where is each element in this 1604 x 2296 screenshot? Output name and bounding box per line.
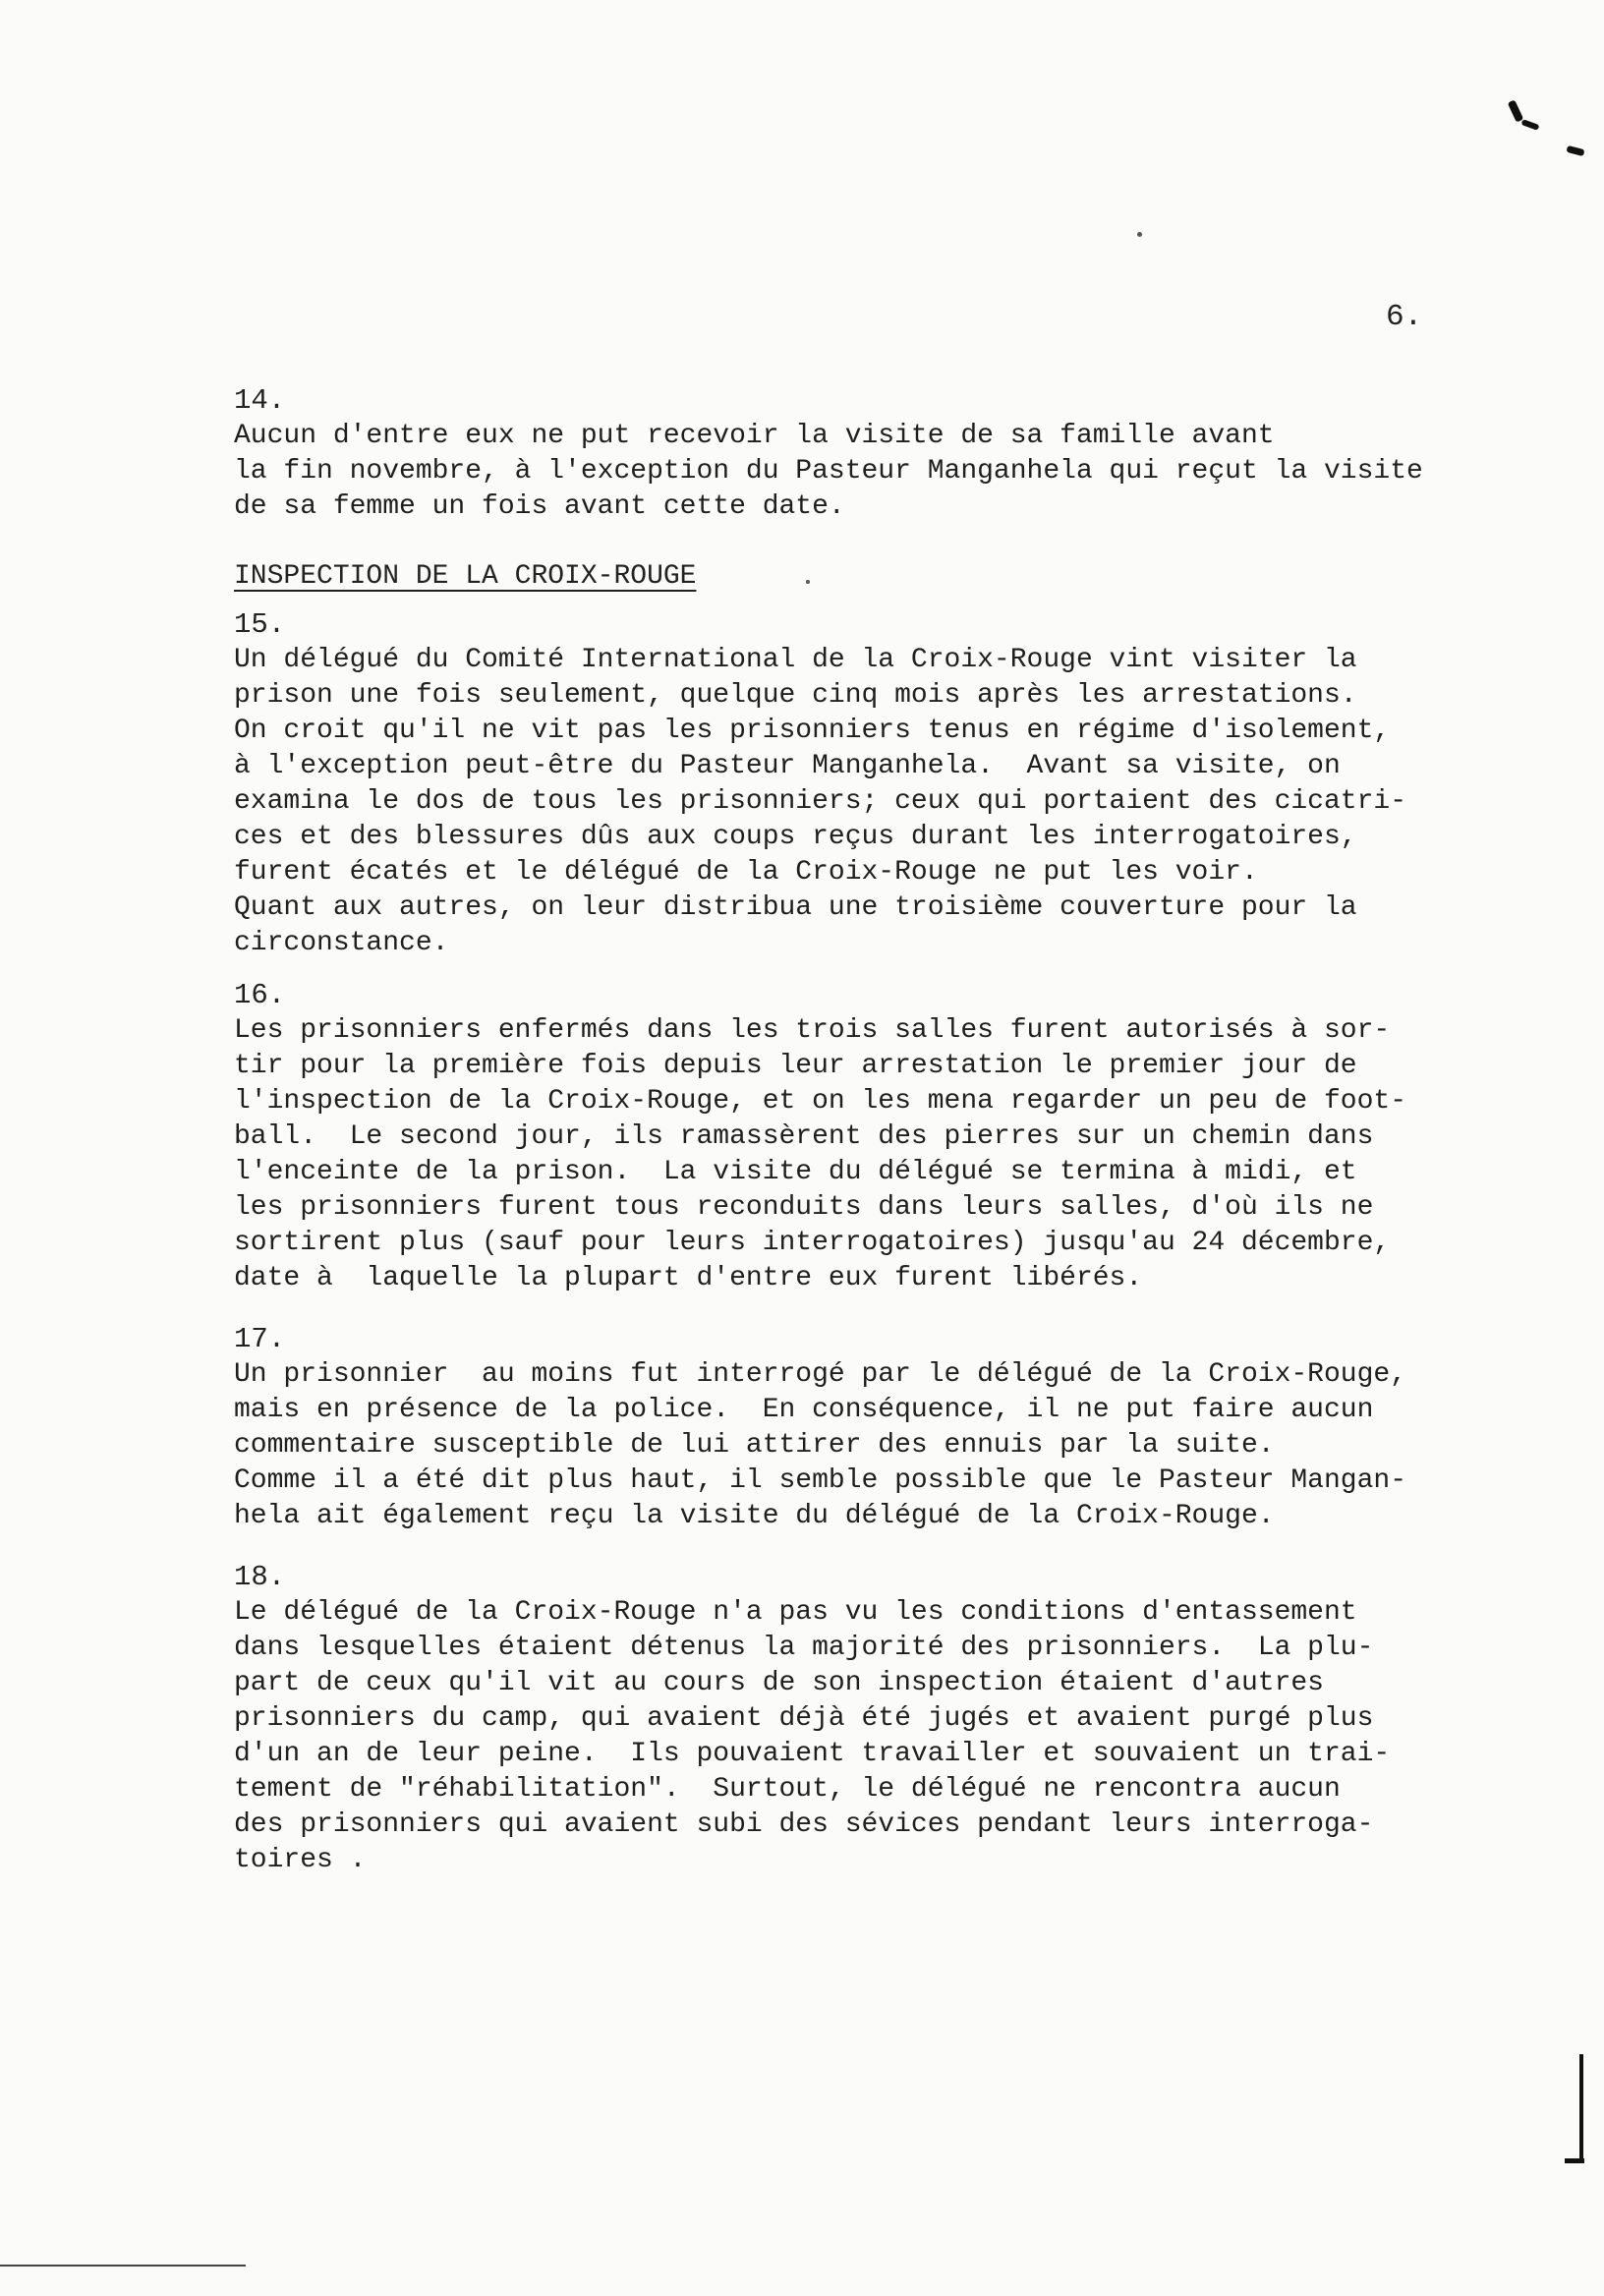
text-line: les prisonniers furent tous reconduits dans leurs salles, d'où ils ne [234, 1192, 1374, 1223]
text-line: Aucun d'entre eux ne put recevoir la visite de sa famille avant [234, 421, 1275, 451]
text-line: dans lesquelles étaient détenus la majorité des prisonniers. La plu- [234, 1633, 1374, 1663]
section-heading-block [234, 559, 1492, 595]
text-line: prisonniers du camp, qui avaient déjà été jugés et avaient purgé plus [234, 1703, 1374, 1734]
text-line: de sa femme un fois avant cette date. [234, 491, 845, 522]
text-line: Le délégué de la Croix-Rouge n'a pas vu les conditions d'entassement [234, 1597, 1357, 1628]
text-line: des prisonniers qui avaient subi des sévices pendant leurs interroga- [234, 1809, 1374, 1840]
page-number: 6. [1386, 300, 1423, 334]
text-line: examina le dos de tous les prisonniers; ceux qui portaient des cicatri- [234, 786, 1406, 817]
text-line: Un prisonnier au moins fut interrogé par le délégué de la Croix-Rouge, [234, 1359, 1406, 1390]
scan-mark-top-right [1521, 119, 1540, 131]
text-line: tement de "réhabilitation". Surtout, le délégué ne rencontra aucun [234, 1774, 1341, 1805]
text-line: prison une fois seulement, quelque cinq mois après les arrestations. [234, 680, 1357, 711]
text-line: Les prisonniers enfermés dans les trois salles furent autorisés à sor- [234, 1015, 1391, 1046]
text-line: date à laquelle la plupart d'entre eux furent libérés. [234, 1263, 1143, 1293]
paragraph-number: 16. [234, 979, 286, 1011]
text-line: ball. Le second jour, ils ramassèrent des pierres sur un chemin dans [234, 1121, 1374, 1152]
text-line: Quant aux autres, on leur distribua une troisième couverture pour la [234, 892, 1357, 923]
text-line: toires . [234, 1845, 367, 1875]
text-line: la fin novembre, à l'exception du Pasteur Manganhela qui reçut la visite [234, 456, 1423, 487]
paragraph-number: 18. [234, 1561, 286, 1593]
text-line: l'enceinte de la prison. La visite du délégué se termina à midi, et [234, 1157, 1357, 1187]
text-line: On croit qu'il ne vit pas les prisonniers tenus en régime d'isolement, [234, 716, 1391, 746]
text-line: Comme il a été dit plus haut, il semble possible que le Pasteur Mangan- [234, 1465, 1406, 1496]
text-line: mais en présence de la police. En conséquence, il ne put faire aucun [234, 1395, 1374, 1425]
text-line: circonstance. [234, 928, 449, 958]
paragraph-number: 15. [234, 608, 286, 641]
paragraph-15 [234, 607, 1492, 961]
scan-speck [1137, 232, 1142, 237]
paragraph-14 [234, 383, 1492, 525]
text-line: d'un an de leur peine. Ils pouvaient travailler et souvaient un trai- [234, 1739, 1391, 1769]
text-line: ces et des blessures dûs aux coups reçus durant les interrogatoires, [234, 822, 1357, 852]
text-line: furent écatés et le délégué de la Croix-Rouge ne put les voir. [234, 857, 1258, 888]
text-line: hela ait également reçu la visite du délégué de la Croix-Rouge. [234, 1501, 1275, 1531]
scan-edge-bottom-left [0, 2265, 246, 2267]
text-line: l'inspection de la Croix-Rouge, et on les mena regarder un peu de foot- [234, 1086, 1406, 1117]
paragraph-18 [234, 1560, 1492, 1878]
text-line: tir pour la première fois depuis leur arrestation le premier jour de [234, 1051, 1357, 1081]
section-heading: INSPECTION DE LA CROIX-ROUGE [234, 561, 697, 592]
text-line: à l'exception peut-être du Pasteur Manganhela. Avant sa visite, on [234, 751, 1341, 781]
text-line: commentaire susceptible de lui attirer des ennuis par la suite. [234, 1430, 1275, 1461]
text-line: sortirent plus (sauf pour leurs interrogatoires) jusqu'au 24 décembre, [234, 1228, 1391, 1258]
scan-edge-right [1565, 2158, 1584, 2163]
paragraph-16 [234, 978, 1492, 1296]
paragraph-number: 17. [234, 1323, 286, 1355]
paragraph-number: 14. [234, 384, 286, 417]
scan-mark-top-right [1508, 99, 1524, 122]
scan-edge-right [1579, 2054, 1583, 2162]
paragraph-17 [234, 1322, 1492, 1534]
text-line: part de ceux qu'il vit au cours de son inspection étaient d'autres [234, 1668, 1324, 1698]
scan-speck [806, 580, 810, 584]
text-line: Un délégué du Comité International de la Croix-Rouge vint visiter la [234, 645, 1357, 675]
scan-mark-top-right [1566, 145, 1584, 156]
